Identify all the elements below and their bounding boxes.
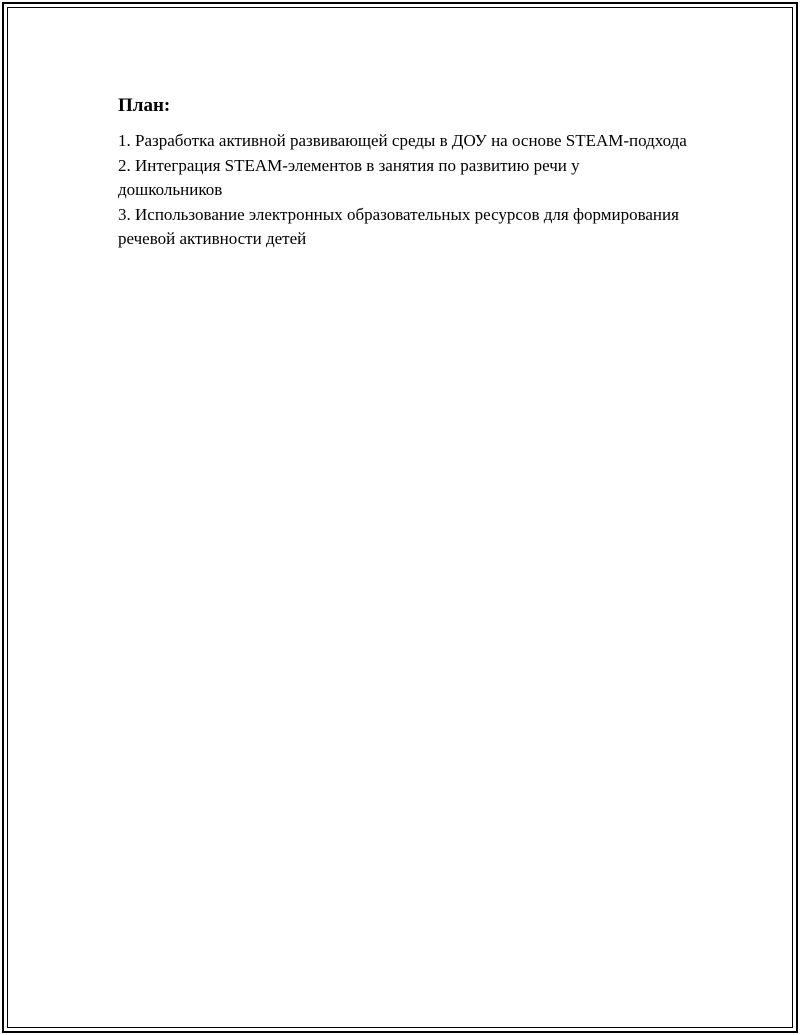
plan-item-3: 3. Использование электронных образовательных ресурсов для формирования речевой активности детей — [118, 204, 679, 248]
plan-item-1: 1. Разработка активной развивающей среды в ДОУ на основе STEAM-подхода — [118, 131, 687, 150]
page-content — [118, 92, 688, 252]
plan-item-2: 2. Интеграция STEAM-элементов в занятия по развитию речи у дошкольников — [118, 155, 580, 199]
plan-title: План: — [118, 95, 171, 116]
plan-list — [118, 129, 688, 252]
